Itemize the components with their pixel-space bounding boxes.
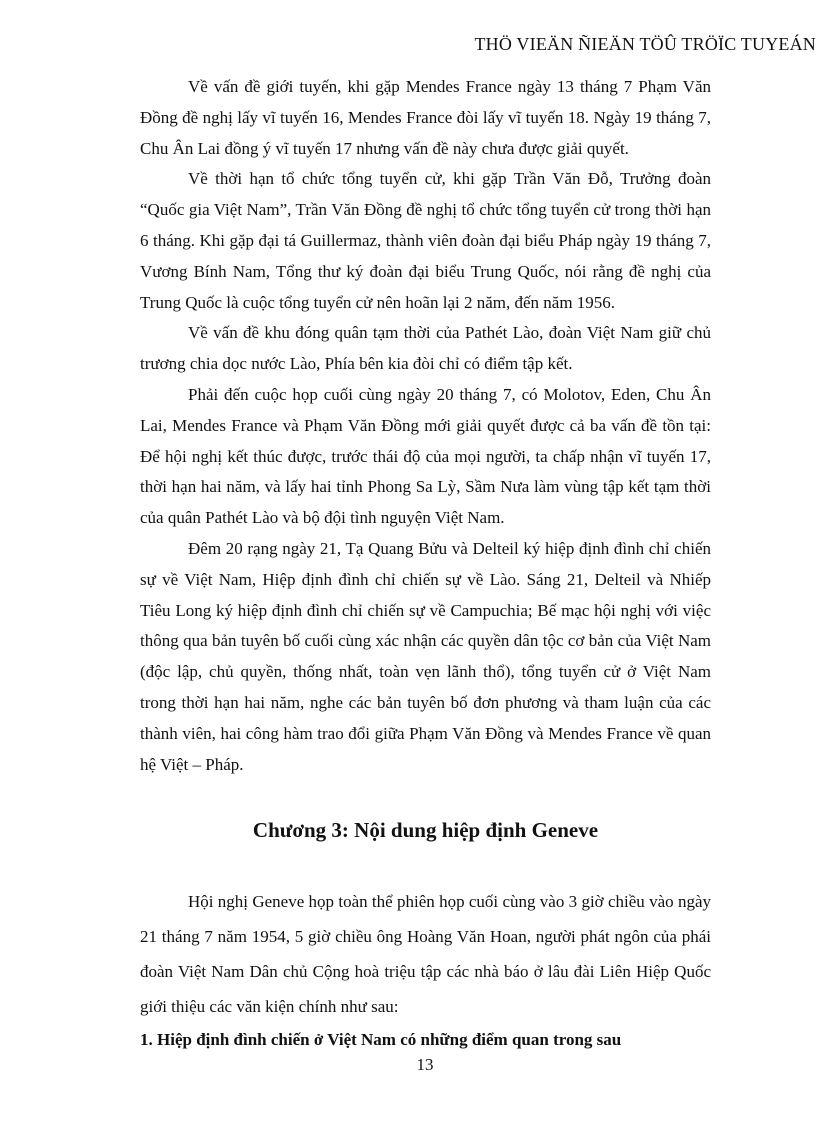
page-header: THÖ VIEÄN ÑIEÄN TÖÛ TRÖÏC TUYEÁN bbox=[474, 34, 816, 54]
paragraph-armistice-signing: Đêm 20 rạng ngày 21, Tạ Quang Bửu và Delteil ký hiệp định đình chỉ chiến sự về Việt Nam, Hiệp định đình chỉ chiến sự về Lào. Sáng 21, Delteil và Nhiếp Tiêu Long ký hiệp định đình chỉ chiến sự về Campuchia; Bế mạc hội nghị với việc thông qua bản tuyên bố cuối cùng xác nhận các quyền dân tộc cơ bản của Việt Nam (độc lập, chủ quyền, thống nhất, toàn vẹn lãnh thổ), tổng tuyển cử ở Việt Nam trong thời hạn hai năm, nghe các bản tuyên bố đơn phương và tham luận của các thành viên, hai công hàm trao đổi giữa Phạm Văn Đồng và Mendes France về quan hệ Việt – Pháp. bbox=[140, 538, 711, 774]
chapter-title: Chương 3: Nội dung hiệp định Geneve bbox=[252, 818, 599, 843]
paragraph-election-deadline: Về thời hạn tổ chức tổng tuyển cử, khi gặp Trần Văn Đỗ, Trưởng đoàn “Quốc gia Việt Nam”, Trần Văn Đồng đề nghị tổ chức tổng tuyển cử trong thời hạn 6 tháng. Khi gặp đại tá Guillermaz, thành viên đoàn đại biểu Pháp ngày 19 tháng 7, Vương Bính Nam, Tổng thư ký đoàn đại biểu Trung Quốc, nói rằng đề nghị của Trung Quốc là cuộc tổng tuyển cử nên hoãn lại 2 năm, đến năm 1956. bbox=[140, 169, 711, 312]
document-body bbox=[140, 72, 711, 1056]
paragraph-demarcation-line: Về vấn đề giới tuyến, khi gặp Mendes France ngày 13 tháng 7 Phạm Văn Đồng đề nghị lấy vĩ tuyến 16, Mendes France đòi lấy vĩ tuyến 18. Ngày 19 tháng 7, Chu Ân Lai đồng ý vĩ tuyến 17 nhưng vấn đề này chưa được giải quyết. bbox=[140, 77, 711, 158]
paragraph-chapter-intro: Hội nghị Geneve họp toàn thể phiên họp cuối cùng vào 3 giờ chiều vào ngày 21 tháng 7 năm 1954, 5 giờ chiều ông Hoàng Văn Hoan, người phát ngôn của phái đoàn Việt Nam Dân chủ Cộng hoà triệu tập các nhà báo ở lâu đài Liên Hiệp Quốc giới thiệu các văn kiện chính như sau: bbox=[140, 892, 711, 1017]
paragraph-final-meeting: Phải đến cuộc họp cuối cùng ngày 20 tháng 7, có Molotov, Eden, Chu Ân Lai, Mendes France và Phạm Văn Đồng mới giải quyết được cả ba vấn đề tồn tại: Để hội nghị kết thúc được, trước thái độ của mọi người, ta chấp nhận vĩ tuyến 17, thời hạn hai năm, và lấy hai tỉnh Phong Sa Lỳ, Sầm Nưa làm vùng tập kết tạm thời của quân Pathét Lào và bộ đội tình nguyện Việt Nam. bbox=[140, 384, 711, 528]
paragraph-pathet-lao-zone: Về vấn đề khu đóng quân tạm thời của Pathét Lào, đoàn Việt Nam giữ chủ trương chia dọc nước Lào, Phía bên kia đòi chỉ có điểm tập kết. bbox=[140, 323, 711, 374]
section-heading: 1. Hiệp định đình chiến ở Việt Nam có những điểm quan trong sau bbox=[140, 1030, 622, 1050]
page-number: 13 bbox=[416, 1055, 434, 1074]
